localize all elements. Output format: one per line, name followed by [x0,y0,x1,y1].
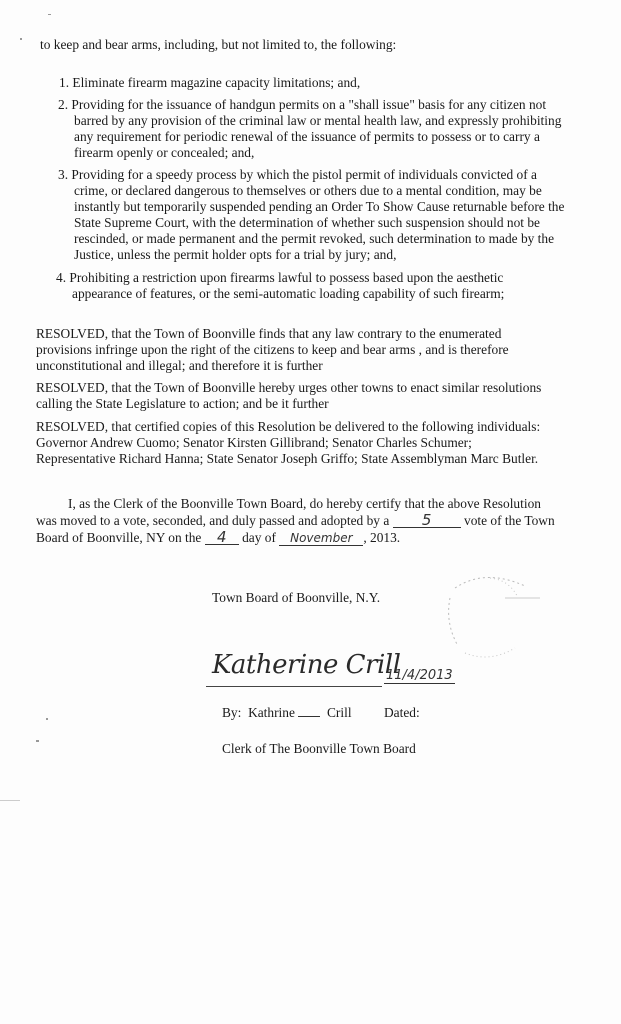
scan-line [0,800,20,801]
scan-speck [46,718,48,720]
item-3-line: Justice, unless the permit holder opts for a trial by jury; and, [74,247,397,262]
certification-line: I, as the Clerk of the Boonville Town Board, do hereby certify that the above Resolution [68,496,541,511]
scan-speck [48,14,51,15]
certification-line [36,530,400,546]
item-3-line: State Supreme Court, with the determination of whether such suspension should not be [74,215,540,230]
resolved-3-line: RESOLVED, that certified copies of this Resolution be delivered to the following individuals: [36,419,541,434]
intro-line: to keep and bear arms, including, but not limited to, the following: [40,37,397,52]
item-1-line: 1. Eliminate firearm magazine capacity limitations; and, [59,75,361,90]
vote-day: 4 [205,530,239,545]
clerk-title: Clerk of The Boonville Town Board [222,741,416,756]
item-2-line: firearm openly or concealed; and, [74,145,255,160]
vote-month: November [279,531,363,546]
signature-underline [206,686,382,687]
by-label: By: [222,705,242,720]
item-3-line: instantly but temporarily suspended pending an Order To Show Cause returnable before the [74,199,565,214]
signature-date: 11/4/2013 [386,668,453,683]
item-3-line: rescinded, or made permanent and the permit revoked, such determination to made by the [74,231,555,246]
item-3-line: crime, or declared dangerous to themselves or others due to a mental condition, may be [74,183,542,198]
resolved-1-line: unconstitutional and illegal; and therefore it is further [36,358,323,373]
item-2-line: any requirement for periodic renewal of the issuance of permits to possess or to carry a [74,129,540,144]
scan-speck [20,38,22,40]
seal-stamp-icon [430,568,550,663]
board-name: Town Board of Boonville, N.Y. [212,590,381,605]
by-first-name: Kathrine [248,705,295,720]
certification-text: was moved to a vote, seconded, and duly passed and adopted by a [36,513,390,528]
item-4-line: 4. Prohibiting a restriction upon firearms lawful to possess based upon the aesthetic [56,270,504,285]
resolved-1-line: provisions infringe upon the right of the citizens to keep and bear arms , and is therefore [36,342,509,357]
item-2-line: 2. Providing for the issuance of handgun permits on a "shall issue" basis for any citizen not [58,97,547,112]
item-4-line: appearance of features, or the semi-automatic loading capability of such firearm; [72,286,505,301]
by-line [222,705,352,721]
vote-count: 5 [393,513,461,528]
resolved-1-line: RESOLVED, that the Town of Boonville finds that any law contrary to the enumerated [36,326,502,341]
resolved-3-line: Representative Richard Hanna; State Senator Joseph Griffo; State Assemblyman Marc Butler. [36,451,539,466]
dated-label: Dated: [384,705,420,720]
certification-text: , 2013. [363,530,401,545]
resolved-2-line: RESOLVED, that the Town of Boonville hereby urges other towns to enact similar resolutions [36,380,542,395]
scan-speck [36,740,39,742]
certification-text: vote of the Town [464,513,555,528]
by-last-name: Crill [326,705,352,720]
certification-line [36,513,555,529]
certification-text: Board of Boonville, NY on the [36,530,202,545]
signature: Katherine Crill [212,650,401,680]
certification-text: day of [242,530,276,545]
item-2-line: barred by any provision of the criminal law or mental health law, and expressly prohibiting [74,113,562,128]
resolved-2-line: calling the State Legislature to action; and be it further [36,396,329,411]
resolved-3-line: Governor Andrew Cuomo; Senator Kirsten Gillibrand; Senator Charles Schumer; [36,435,472,450]
by-blank [298,716,320,717]
item-3-line: 3. Providing for a speedy process by which the pistol permit of individuals convicted of a [58,167,537,182]
